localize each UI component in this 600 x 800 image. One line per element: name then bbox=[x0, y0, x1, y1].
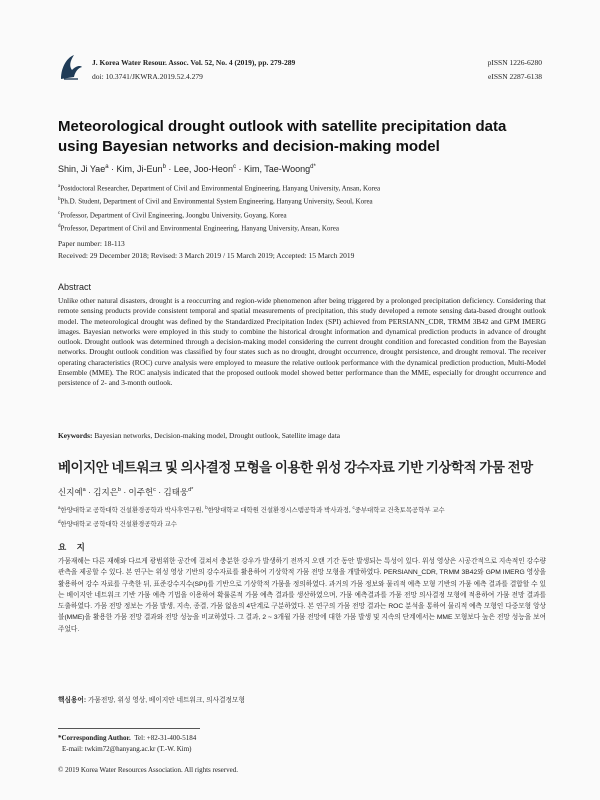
corresponding-tel: Tel: +82-31-400-5184 bbox=[134, 734, 197, 742]
abstract-heading: Abstract bbox=[58, 282, 92, 292]
author-list: Shin, Ji Yae$^a$ · Kim, Ji-Eun$^b$ · Lee, Joo-Heon$^c$ · Kim, Tae-Woong$^{d*}$ bbox=[58, 164, 316, 174]
kwra-crane-logo-icon bbox=[58, 52, 84, 82]
author-name: Kim, Ji-Eun bbox=[116, 164, 163, 174]
doi[interactable]: doi: 10.3741/JKWRA.2019.52.4.279 bbox=[92, 72, 203, 81]
korean-author-name: 신지예 bbox=[58, 487, 83, 497]
korean-author-name: 이주헌 bbox=[128, 487, 154, 497]
keywords-label: Keywords: bbox=[58, 431, 93, 440]
affiliation: $^a$Postdoctoral Researcher, Department of Civil and Environmental Engineering, Hanyang University, Ansan, Korea bbox=[58, 184, 381, 193]
abstract-body: Unlike other natural disasters, drought is a reoccurring and region-wide phenomenon after being triggered by a prolonged precipitation deficiency. Considering that remote sensing products provide consistent temporal and spatial measurements of precipitation, this study developed a remote sensing data-based drought outlook model. The meteorological drought was defined by the Standardized Precipitation Index (SPI) achieved from PERSIANN_CDR, TRMM 3B42 and GPM IMERG images. Bayesian networks were employed in this study to combine the historical drought information and dynamical prediction products in advance of drought outlook. Drought outlook was determined through a decision-making model considering the current drought condition and forecasted condition from the Bayesian networks. Drought outlook condition was classified by four states such as no drought, drought occurrence, drought persistence, and drought removal. The receiver operating characteristics (ROC) curve analysis were employed to measure the relative outlook performance with the dynamical prediction production, Multi-Model Ensemble (MME). The ROC analysis indicated that the proposed outlook model showed better performance than the MME, especially for drought occurrence and persistence of 2- and 3-month outlook. bbox=[58, 296, 546, 388]
copyright-notice: © 2019 Korea Water Resources Association. All rights reserved. bbox=[58, 766, 238, 774]
author-mark: c bbox=[232, 164, 236, 170]
author-mark: a bbox=[105, 164, 109, 170]
korean-keywords-label: 핵심용어: bbox=[58, 697, 87, 704]
author-name: Lee, Joo-Heon bbox=[173, 164, 233, 174]
corresponding-label: *Corresponding Author. bbox=[58, 734, 131, 742]
corresponding-email[interactable]: E-mail: twkim72@hanyang.ac.kr (T.-W. Kim) bbox=[62, 745, 192, 753]
journal-citation: J. Korea Water Resour. Assoc. Vol. 52, No. 4 (2019), pp. 279-289 bbox=[92, 58, 296, 67]
korean-abstract-body: 가뭄재해는 다른 재해와 다르게 광범위한 공간에 걸쳐서 충분한 강우가 발생하기 전까지 오랜 기간 동안 발생되는 특성이 있다. 위성 영상은 시공간적으로 지속적인 강수량 관측을 제공할 수 있다. 본 연구는 위성 영상 기반의 강수자료를 활용하여 기상학적 가뭄 전망 모형을 개발하였다. PERSIANN_CDR, TRMM 3B42와 GPM IMERG 영상을 활용하여 강수 자료를 구축한 뒤, 표준강수지수(SPI)를 기반으로 기상학적 가뭄을 정의하였다. 과거의 가뭄 정보와 물리적 예측 모형 기반의 가뭄 예측 결과를 결합할 수 있는 베이지안 네트워크 기반 가뭄 예측 기법을 이용하여 확률론적 가뭄 예측 결과를 생산하였으며, 가뭄 예측결과를 가뭄 전망 의사결정 모형에 적용하여 가뭄 전망 결과를 도출하였다. 가뭄 전망 정보는 가뭄 발생, 지속, 종결, 가뭄 없음의 4단계로 구분하였다. 본 연구의 가뭄 전망 결과는 ROC 분석을 통하여 물리적 예측 모형인 다중모형 앙상블(MME)을 활용한 가뭄 전망 결과와 전망 성능을 비교하였다. 그 결과, 2 ~ 3개월 가뭄 전망에 대한 가뭄 발생 및 지속의 단계에서는 MME 모형보다 높은 전망 성능을 보여주었다. bbox=[58, 558, 547, 633]
keywords-text: Bayesian networks, Decision-making model, Drought outlook, Satellite image data bbox=[94, 431, 341, 440]
author-name: Kim, Tae-Woong bbox=[243, 164, 311, 174]
author-mark: b bbox=[162, 164, 166, 170]
affiliation: $^b$Ph.D. Student, Department of Civil and Environmental System Engineering, Hanyang University, Seoul, Korea bbox=[58, 197, 373, 206]
author-name: Shin, Ji Yae bbox=[58, 164, 106, 174]
corresponding-line bbox=[58, 733, 196, 744]
korean-keywords-text: 가뭄전망, 위성 영상, 베이지안 네트워크, 의사결정모형 bbox=[87, 697, 245, 704]
author-mark: d* bbox=[310, 164, 316, 170]
affiliation: $^c$Professor, Department of Civil Engineering, Joongbu University, Goyang, Korea bbox=[58, 210, 287, 219]
korean-affiliation-line: $^d$한양대학교 공학대학 건설환경공학과 교수 bbox=[58, 519, 177, 529]
korean-author-name: 김태웅 bbox=[163, 487, 189, 497]
footnote-divider bbox=[58, 728, 200, 729]
affiliation-list bbox=[58, 181, 548, 234]
korean-author-name: 김지은 bbox=[93, 487, 118, 497]
pissn: pISSN 1226-6280 bbox=[487, 58, 542, 67]
korean-title: 베이지안 네트워크 및 의사결정 모형을 이용한 위성 강수자료 기반 기상학적 가뭄 전망 bbox=[58, 460, 533, 475]
korean-affiliation-line: $^a$한양대학교 공학대학 건설환경공학과 박사후연구원, $^b$한양대학교 대학원 건설환경시스템공학과 박사과정, $^c$중부대학교 건축토목공학부 교수 bbox=[58, 505, 445, 515]
eissn: eISSN 2287-6138 bbox=[488, 72, 542, 81]
korean-author-list: 신지예$^a$ · 김지은$^b$ · 이주헌$^c$ · 김태웅$^{d*}$ bbox=[58, 487, 194, 497]
affiliation: $^d$Professor, Department of Civil and Environmental Engineering, Hanyang University, Ansan, Korea bbox=[58, 223, 339, 233]
paper-title: Meteorological drought outlook with satellite precipitation data using Bayesian networks and decision-making model bbox=[58, 118, 507, 155]
corresponding-author bbox=[58, 733, 196, 755]
korean-keywords bbox=[58, 694, 548, 704]
paper-number: Paper number: 18-113 bbox=[58, 239, 125, 248]
korean-affiliation-list bbox=[58, 502, 548, 530]
keywords bbox=[58, 431, 548, 440]
received-dates: Received: 29 December 2018; Revised: 3 March 2019 / 15 March 2019; Accepted: 15 March 2019 bbox=[58, 251, 355, 260]
korean-abstract-heading: 요 지 bbox=[58, 542, 89, 552]
